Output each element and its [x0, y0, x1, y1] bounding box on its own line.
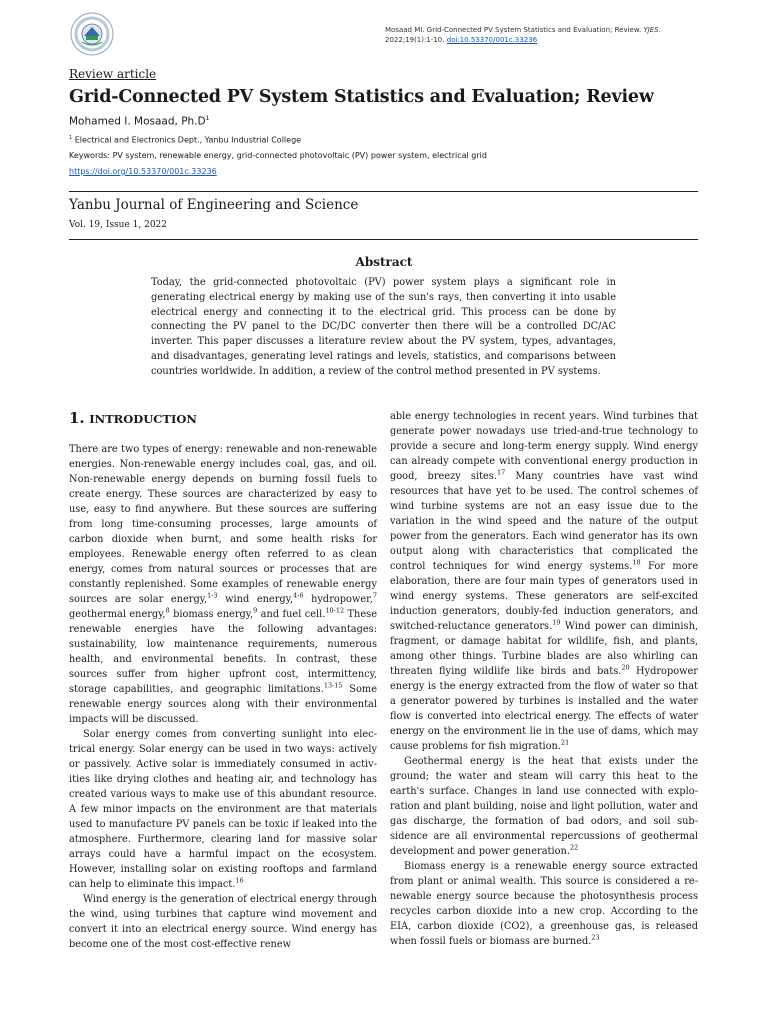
abstract-text: Today, the grid-connected photovoltaic (PV) power system plays a significant role in generating electrical energy by making use of the sun's rays, then converting it into usable electrical energy and connecting it to the electrical grid. This process can be done by connecting the PV panel to the DC/DC converter then there will be a controlled DC/AC inverter. This paper discusses a literature review about the PV system, types, advantages, and disadvantages, generating level ratings and levels, statistics, and comparisons between countries worldwide. In addition, a review of the control method presented in PV systems. — [151, 277, 616, 377]
affiliation — [69, 135, 301, 145]
divider-bottom — [69, 239, 698, 240]
article-type-label: Review article — [69, 67, 157, 81]
keywords: Keywords: PV system, renewable energy, grid-connected photovoltaic (PV) power system, electrical grid — [69, 151, 487, 160]
author-name: Mohamed I. Mosaad, Ph.D — [69, 115, 206, 128]
author-line — [69, 115, 209, 128]
doi-link[interactable]: https://doi.org/10.53370/001c.33236 — [69, 167, 217, 176]
abstract-heading: Abstract — [355, 255, 413, 269]
journal-volume: Vol. 19, Issue 1, 2022 — [69, 220, 167, 230]
affiliation-mark: 1 — [69, 135, 73, 141]
paragraph-geothermal: Geothermal energy is the heat that exists under the ground; the water and steam will carry this heat to the earth's surface. Changes in land use connected with exploration and plant building, noise and light pollution, water and gas discharge, the formation of bad odors, and soil subsidence are all environmental repercussions of geothermal development and power generation.$^{22}$ — [390, 756, 698, 857]
body-column-left — [69, 442, 377, 952]
body-column-right — [390, 409, 698, 949]
paragraph-energy-types: There are two types of energy: renewable and non-renewable energies. Non-renewable energy includes coal, gas, and oil. Non-renewable energy depends on burning fossil fuels to create energy. These sources are characterized by easy to use, easy to find anywhere. But these sources are suffering from long time-consuming processes, large amounts of carbon dioxide when burnt, and some health risks for employees. Renewable energy often referred to as clean energy, comes from natural sources or processes that are constantly replenished. Some examples of renewable energy sources are solar energy,$^{1-3}$ wind energy,$^{4-6}$ hydropower,$^7$ geothermal energy,$^8$ biomass energy,$^9$ and fuel cell.$^{10-12}$ These renewable energies have the following advantages: sustainability, low maintenance requirements, numerous health, and environmental benefits. In contrast, these sources suffer from higher upfront cost, intermittency, storage capabilities, and geographic limitations.$^{13-15}$ Some renewable energy sources along with their environmental impacts will be discussed. — [69, 444, 377, 725]
divider-top — [69, 191, 698, 192]
paragraph-solar-energy: Solar energy comes from converting sunlight into electrical energy. Solar energy can be used in two ways: actively or passively. Active solar is immediately consumed in activities like drying clothes and heating air, and technology has created various ways to make use of this abundant resource. A few minor impacts on the environment are that materials used to manufacture PV panels can be toxic if leaked into the atmosphere. Furthermore, clearing land for massive solar arrays could have a harmful impact on the ecosystem. However, installing solar on existing rooftops and farmland can help to eliminate this impact.$^{16}$ — [69, 729, 377, 890]
section-title: INTRODUCTION — [89, 412, 197, 426]
journal-name: Yanbu Journal of Engineering and Science — [69, 197, 359, 213]
author-affiliation-mark: 1 — [205, 115, 210, 122]
citation-journal: YJES — [643, 26, 659, 34]
article-title: Grid-Connected PV System Statistics and Evaluation; Review — [69, 87, 654, 107]
citation-period: . — [658, 26, 661, 34]
affiliation-text: Electrical and Electronics Dept., Yanbu Industrial College — [72, 135, 302, 145]
paragraph-wind-hydro: able energy technologies in recent years. Wind turbines that generate power nowadays use tried-and-true technology to provide a secure and long-term energy supply. Wind energy can already compete with conventional energy production in good, breezy sites.$^{17}$ Many countries have vast wind resources that have yet to be used. The control schemes of wind turbine systems are not an easy issue due to the variation in the wind speed and the nature of the output power from the generators. Each wind generator has its own output along with characteristics that complicated the control techniques for wind energy systems.$^{18}$ For more elaboration, there are four main types of generators used in wind energy systems. These generators are self-excited induction generators, doubly-fed induction generators, and switched-reluctance generators.$^{19}$ Wind power can diminish, fragment, or damage habitat for wildlife, fish, and plants, among other things. Turbine blades are also whirling can threaten flying wildlife like birds and bats.$^{20}$ Hydropower energy is the energy extracted from the flow of water so that a generator powered by turbines is installed and the water flow is converted into electrical energy. The effects of water energy on the environment lie in the use of dams, which may cause problems for fish migration.$^{21}$ — [390, 411, 698, 752]
citation-doi-link[interactable]: doi:10.53370/001c.33236 — [446, 36, 538, 44]
paragraph-biomass: Biomass energy is a renewable energy source extracted from plant or animal wealth. This source is considered a renewable energy source because the photosynthesis process recycles carbon dioxide into a new crop. According to the EIA, carbon dioxide (CO2), a greenhouse gas, is released when fossil fuels or biomass are burned.$^{23}$ — [390, 861, 698, 947]
college-logo-icon — [70, 12, 114, 56]
section-heading — [69, 409, 197, 427]
section-number: 1. — [69, 409, 85, 427]
citation-text: Mosaad MI. Grid-Connected PV System Statistics and Evaluation; Review. — [385, 26, 644, 34]
citation-volume: 2022;19(1):1-10. — [385, 36, 447, 44]
citation-header — [385, 25, 705, 45]
paragraph-wind-energy: Wind energy is the generation of electrical energy through the wind, using turbines that capture wind movement and convert it into an electrical energy source. Wind energy has become one of the most cost-effective renew — [69, 894, 377, 950]
